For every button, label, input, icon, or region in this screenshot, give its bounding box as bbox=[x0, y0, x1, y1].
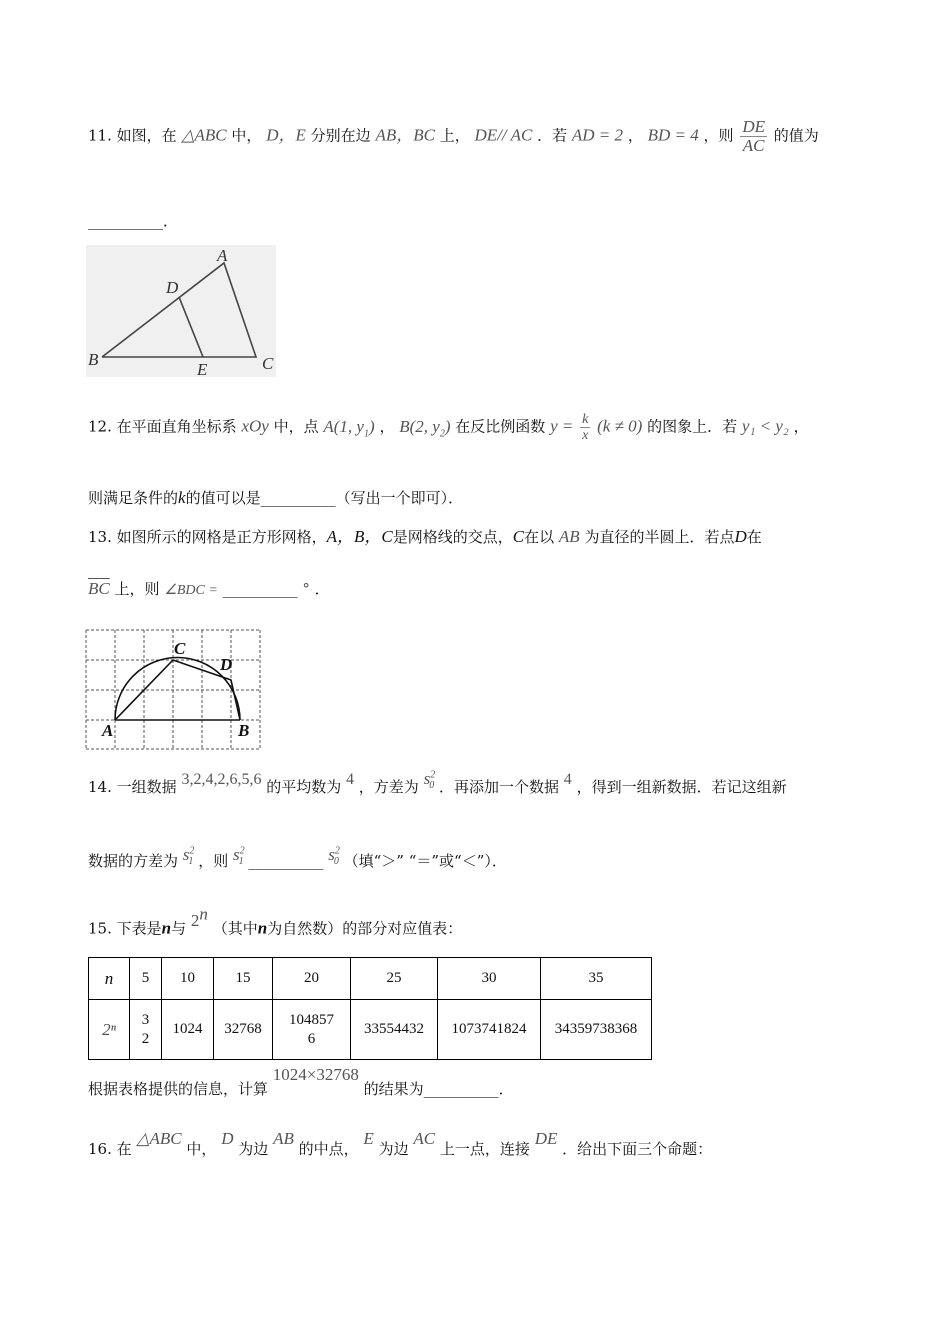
table-header-cell: 20 bbox=[273, 958, 351, 1000]
q11-frac-num: DE bbox=[742, 117, 765, 136]
q11-text-7: 的值为 bbox=[773, 126, 819, 145]
q12-condition: (k ≠ 0) bbox=[597, 416, 643, 436]
q12-line2 bbox=[88, 487, 463, 508]
table-row bbox=[89, 958, 652, 1000]
q11-label-e: E bbox=[197, 360, 208, 377]
q12-frac-x: x bbox=[582, 428, 589, 443]
q12-number: 12. bbox=[88, 417, 112, 436]
q16-number: 16. bbox=[88, 1140, 112, 1158]
q14-text-5: ，得到一组新数据．若记这组新 bbox=[576, 778, 787, 796]
q16-ab: AB bbox=[273, 1129, 294, 1148]
q14-number: 14. bbox=[88, 778, 112, 796]
q16-ac: AC bbox=[413, 1129, 436, 1148]
q16-text-2: 中， bbox=[186, 1140, 217, 1158]
q12-point-b: B(2, $y_2$) bbox=[399, 416, 451, 439]
q11-figure bbox=[86, 245, 276, 377]
q13-ab: AB bbox=[558, 527, 580, 546]
q12-point-a: A(1, $y_1$) bbox=[323, 416, 375, 439]
q16-text-4: 的中点， bbox=[298, 1140, 359, 1158]
q16-triangle: △ABC bbox=[136, 1129, 182, 1148]
table-header-cell: 15 bbox=[214, 958, 273, 1000]
q13-arc-bc: $\overline{BC}$ bbox=[88, 579, 110, 598]
q12-frac-k: k bbox=[582, 412, 589, 427]
q13-d: D bbox=[734, 527, 747, 546]
table-cell: 1024 bbox=[162, 1000, 214, 1060]
q15-expression: 1024×32768 bbox=[272, 1065, 359, 1084]
q13-number: 13. bbox=[88, 528, 112, 546]
q15-text-1: 下表是 bbox=[116, 919, 162, 938]
q12-text-3: 在反比例函数 bbox=[455, 417, 546, 436]
q16-e: E bbox=[363, 1129, 374, 1148]
q11-label-c: C bbox=[262, 354, 274, 373]
q16-text-6: 上一点，连接 bbox=[439, 1140, 530, 1158]
table-header-cell: 30 bbox=[438, 958, 541, 1000]
q13-c: C bbox=[512, 527, 525, 546]
table-cell: 32768 bbox=[214, 1000, 273, 1060]
table-row bbox=[89, 1000, 652, 1060]
table-header-n: n bbox=[89, 958, 130, 1000]
q14-s0: $s^2_0$ bbox=[423, 769, 436, 792]
q14-line2-a: 数据的方差为 bbox=[88, 852, 179, 870]
q14-line2 bbox=[88, 845, 507, 873]
q15-line1 bbox=[88, 904, 463, 939]
table-header-cell: 35 bbox=[541, 958, 652, 1000]
q11-label-d: D bbox=[166, 278, 179, 297]
q13-text-6: 上，则 bbox=[114, 580, 160, 598]
q11-eq-bd: BD = 4 bbox=[647, 125, 699, 145]
q11-text-4: 上， bbox=[439, 126, 470, 145]
table-header-cell: 25 bbox=[351, 958, 438, 1000]
q13-line1 bbox=[88, 522, 762, 547]
q14-s1-compare: $s^2_1$ bbox=[233, 845, 245, 868]
q16-line1 bbox=[88, 1129, 713, 1159]
q13-angle: ∠BDC = bbox=[164, 583, 218, 598]
q13-degree: ° bbox=[302, 580, 310, 598]
q13-text-1: 如图所示的网格是正方形网格， bbox=[116, 528, 327, 546]
q11-sides: AB，BC bbox=[375, 125, 435, 145]
q14-blank: __________ bbox=[248, 852, 324, 870]
q12-text-1: 在平面直角坐标系 bbox=[116, 417, 237, 436]
q13-points: A，B，C bbox=[326, 527, 393, 546]
q12-func-left: y = bbox=[550, 416, 574, 436]
q11-label-a: A bbox=[217, 246, 228, 265]
q14-line2-c: （填“＞” “＝”或“＜”）． bbox=[343, 852, 507, 870]
table-cell: 3 2 bbox=[130, 1000, 162, 1060]
q13-figure bbox=[84, 628, 264, 752]
q14-text-4: ．再添加一个数据 bbox=[439, 778, 560, 796]
q15-after-1: 根据表格提供的信息，计算 bbox=[88, 1080, 269, 1098]
q12-inequality: y₁ < y₂ bbox=[741, 416, 789, 436]
q15-text-3: （其中 bbox=[212, 919, 258, 938]
q13-blank: __________ bbox=[222, 580, 298, 598]
q11-text-1: 如图，在 bbox=[116, 126, 177, 145]
q15-power: 2$^n$ bbox=[190, 904, 208, 930]
q13-label-d: D bbox=[220, 655, 233, 674]
q11-label-b: B bbox=[88, 350, 99, 369]
q15-n-2: n bbox=[257, 918, 268, 938]
q12-line2-b: 的值可以是__________（写出一个即可）． bbox=[185, 489, 464, 507]
q13-end: ． bbox=[314, 580, 330, 598]
q15-value-table bbox=[88, 957, 652, 1060]
q13-label-a: A bbox=[102, 721, 114, 740]
q11-comma: ， bbox=[627, 126, 643, 145]
q15-text-2: 与 bbox=[171, 919, 187, 938]
q11-points-de: D，E bbox=[266, 125, 306, 145]
q14-mean: 4 bbox=[346, 771, 355, 788]
q11-eq-ad: AD = 2 bbox=[571, 125, 624, 145]
q13-line2 bbox=[88, 578, 330, 599]
q11-number: 11. bbox=[88, 126, 112, 145]
q12-line1 bbox=[88, 412, 809, 443]
table-cell: 34359738368 bbox=[541, 1000, 652, 1060]
q12-text-5: ， bbox=[793, 417, 809, 436]
table-row-label: 2ⁿ bbox=[89, 1000, 130, 1060]
q12-comma: ， bbox=[379, 417, 395, 436]
q13-label-c: C bbox=[174, 639, 186, 658]
q13-text-5: 在 bbox=[746, 528, 762, 546]
table-cell: 104857 6 bbox=[273, 1000, 351, 1060]
q16-text-5: 为边 bbox=[378, 1140, 409, 1158]
q15-text-4: 为自然数）的部分对应值表： bbox=[267, 919, 463, 938]
q13-text-4: 为直径的半圆上．若点 bbox=[584, 528, 735, 546]
q13-text-3: 在以 bbox=[524, 528, 555, 546]
q12-text-4: 的图象上．若 bbox=[647, 417, 738, 436]
table-cell: 33554432 bbox=[351, 1000, 438, 1060]
table-cell: 1073741824 bbox=[438, 1000, 541, 1060]
q15-n: n bbox=[161, 918, 172, 938]
q11-frac-den: AC bbox=[742, 136, 765, 155]
q14-text-2: 的平均数为 bbox=[266, 778, 342, 796]
q12-line2-a: 则满足条件的 bbox=[88, 489, 179, 507]
q11-text-3: 分别在边 bbox=[310, 126, 371, 145]
q15-after-2: 的结果为__________． bbox=[363, 1080, 514, 1098]
q14-s0-compare: $s^2_0$ bbox=[328, 845, 340, 868]
q13-label-b: B bbox=[238, 721, 250, 740]
q11-text-6: ，则 bbox=[703, 126, 734, 145]
q11-parallel: DE// AC bbox=[474, 125, 533, 145]
q14-s1: $s^2_1$ bbox=[182, 845, 195, 868]
q13-text-2: 是网格线的交点， bbox=[392, 528, 513, 546]
q11-line1 bbox=[88, 118, 819, 155]
q16-text-3: 为边 bbox=[238, 1140, 269, 1158]
q12-text-2: 中，点 bbox=[273, 417, 319, 436]
q14-line1 bbox=[88, 769, 787, 799]
q14-added: 4 bbox=[563, 771, 572, 788]
q14-text-3: ，方差为 bbox=[358, 778, 419, 796]
q16-d: D bbox=[221, 1129, 234, 1148]
q11-text-2: 中， bbox=[231, 126, 262, 145]
q12-func-fraction bbox=[580, 412, 590, 443]
q14-data: 3,2,4,2,6,5,6 bbox=[181, 771, 262, 788]
table-header-cell: 10 bbox=[162, 958, 214, 1000]
q16-de: DE bbox=[534, 1129, 558, 1148]
q15-after-table bbox=[88, 1065, 514, 1099]
q11-text-5: ．若 bbox=[537, 126, 568, 145]
q16-text-1: 在 bbox=[116, 1140, 132, 1158]
table-header-cell: 5 bbox=[130, 958, 162, 1000]
q15-number: 15. bbox=[88, 919, 112, 938]
q16-text-7: ．给出下面三个命题： bbox=[562, 1140, 713, 1158]
q11-answer-blank: __________． bbox=[88, 212, 179, 230]
q14-text-1: 一组数据 bbox=[116, 778, 177, 796]
q12-xoy: xOy bbox=[241, 416, 269, 436]
q11-triangle: △ABC bbox=[181, 125, 227, 145]
q11-fraction bbox=[740, 118, 767, 155]
q12-k: k bbox=[178, 488, 186, 507]
q14-line2-b: ，则 bbox=[198, 852, 229, 870]
